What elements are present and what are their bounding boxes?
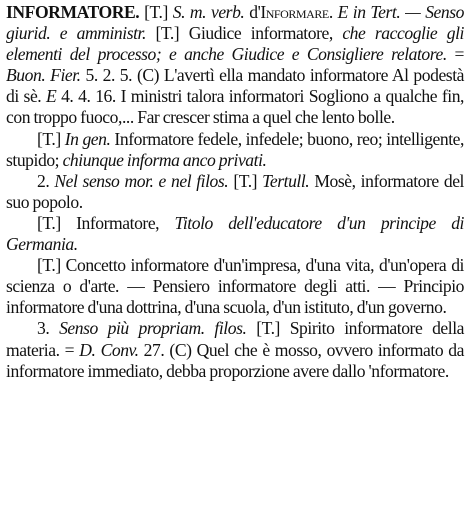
text-run: [T.] Giudice informatore, [145,23,343,44]
example-text: [T.] Concetto informatore d'un'impresa, d'una vita, d'un'opera di scienza o d'arte. — Pensiero informatore degli atti. — Principio informatore d'una dottrina, d'una scuola, d'un istituto, d'un governo. [6,255,464,318]
cross-reference: Informare [260,2,329,22]
citation-text: 4. 4. 16. I ministri talora informatori Sogliono a qualche fin, con troppo fuoco,... Far crescer stima a quel che lento bolle. [6,86,464,128]
sense-number: 3. [37,318,60,339]
citation-text: 27. (C) Quel che è mosso, ovvero informato da informatore immediato, debba proporzione avere dallo 'nformatore. [6,339,464,381]
citation-source: E [46,86,57,107]
citation-source: Buon. Fier. [6,65,81,86]
usage-note: In gen. [64,128,111,149]
grammar-label: S. m. verb. [172,2,245,22]
citation-source: Tertull. [262,170,310,191]
definition: chiunque informa anco privati. [62,149,267,170]
usage-note: Nel senso mor. e nel filos. [54,170,229,191]
citation-source: D. Conv. [79,339,139,360]
source-tag: [T.] [37,128,65,149]
entry-sense-3 [6,318,464,381]
headword: INFORMATORE. [6,2,140,22]
text-run: [T.] Spirito informatore della materia. = [6,318,465,360]
usage-note: Senso più propriam. filos. [59,318,247,339]
entry-subsense-concept [6,255,464,318]
text-run: . [328,2,338,22]
entry-subsense-general [6,129,464,171]
entry-sense-2 [6,171,464,213]
text-run: d' [244,2,261,22]
citation-text: 5. 2. 5. (C) L'avertì ella mandato informatore Al podestà di sè. [6,65,464,107]
text-run: [T.] Informatore, [37,212,175,233]
text-run: = [446,44,465,65]
example-text: Informatore fedele, infedele; buono, reo; intelligente, stupido; [6,128,464,170]
entry-sense-1 [6,2,464,129]
usage-note: E in Tert. — Senso giurid. e amministr. [6,2,465,44]
definition: Titolo dell'educatore d'un principe di Germania. [6,212,464,255]
source-tag: [T.] [139,2,173,22]
entry-subsense-title [6,213,464,255]
dictionary-entry [6,2,464,382]
sense-number: 2. [37,170,55,191]
definition: che raccoglie gli elementi del processo; e anche Giudice e Consigliere relatore. [6,23,464,65]
citation-text: Mosè, informatore del suo popolo. [6,170,464,212]
source-tag: [T.] [228,170,263,191]
